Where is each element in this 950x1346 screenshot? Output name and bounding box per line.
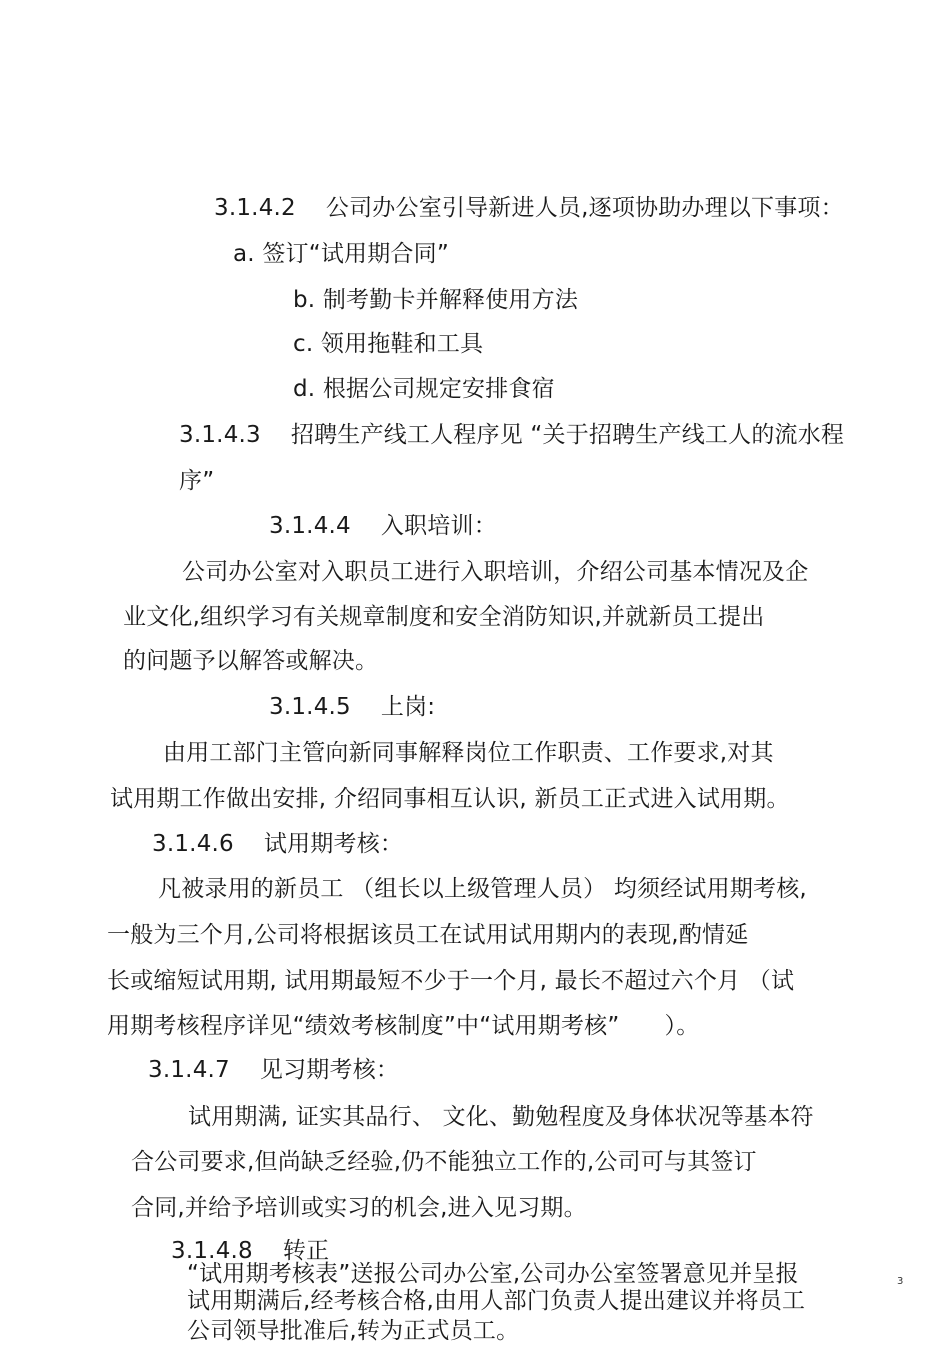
paragraph-probation-line-3: 长或缩短试用期, 试用期最短不少于一个月, 最长不超过六个月 （试 <box>107 968 795 994</box>
paragraph-internship-line-1: 试用期满, 证实其品行、 文化、勤勉程度及身体状况等基本符 <box>188 1104 814 1130</box>
section-3-1-4-8-heading: 3.1.4.8 转正 <box>171 1238 330 1264</box>
paragraph-probation-line-4: 用期考核程序详见“绩效考核制度”中“试用期考核” ）。 <box>107 1013 700 1039</box>
list-item-d: d. 根据公司规定安排食宿 <box>293 376 555 402</box>
paragraph-internship-line-3: 合同,并给予培训或实习的机会,进入见习期。 <box>131 1195 587 1221</box>
paragraph-probation-line-2: 一般为三个月,公司将根据该员工在试用试用期内的表现,酌情延 <box>107 922 749 948</box>
section-3-1-4-3-continuation: 序” <box>179 468 215 494</box>
page-number: 3 <box>897 1276 904 1287</box>
section-3-1-4-7-heading: 3.1.4.7 见习期考核： <box>148 1057 400 1083</box>
paragraph-training-line-2: 业文化,组织学习有关规章制度和安全消防知识,并就新员工提出 <box>123 604 765 630</box>
list-item-c: c. 领用拖鞋和工具 <box>293 331 484 357</box>
section-3-1-4-3-heading: 3.1.4.3 招聘生产线工人程序见 “关于招聘生产线工人的流水程 <box>179 422 845 448</box>
section-3-1-4-5-heading: 3.1.4.5 上岗: <box>269 694 436 720</box>
paragraph-regularization-line-3: 公司领导批准后,转为正式员工。 <box>187 1318 520 1344</box>
paragraph-regularization-line-2: 试用期满后,经考核合格,由用人部门负责人提出建议并将员工 <box>187 1288 806 1314</box>
section-3-1-4-6-heading: 3.1.4.6 试用期考核： <box>152 831 404 857</box>
section-3-1-4-4-heading: 3.1.4.4 入职培训： <box>269 513 497 539</box>
paragraph-training-line-3: 的问题予以解答或解决。 <box>123 648 379 674</box>
paragraph-regularization-line-1: “试用期考核表”送报公司办公室,公司办公室签署意见并呈报 <box>187 1261 799 1287</box>
paragraph-training-line-1: 公司办公室对入职员工进行入职培训，介绍公司基本情况及企 <box>182 559 809 585</box>
paragraph-onboarding-line-1: 由用工部门主管向新同事解释岗位工作职责、工作要求,对其 <box>163 740 774 766</box>
list-item-b: b. 制考勤卡并解释使用方法 <box>293 287 579 313</box>
paragraph-internship-line-2: 合公司要求,但尚缺乏经验,仍不能独立工作的,公司可与其签订 <box>131 1149 757 1175</box>
paragraph-onboarding-line-2: 试用期工作做出安排, 介绍同事相互认识, 新员工正式进入试用期。 <box>110 786 790 812</box>
paragraph-probation-line-1: 凡被录用的新员工 （组长以上级管理人员） 均须经试用期考核, <box>158 876 807 902</box>
section-3-1-4-2-heading: 3.1.4.2 公司办公室引导新进人员,逐项协助办理以下事项： <box>214 195 844 221</box>
list-item-a: a. 签订“试用期合同” <box>233 241 449 267</box>
